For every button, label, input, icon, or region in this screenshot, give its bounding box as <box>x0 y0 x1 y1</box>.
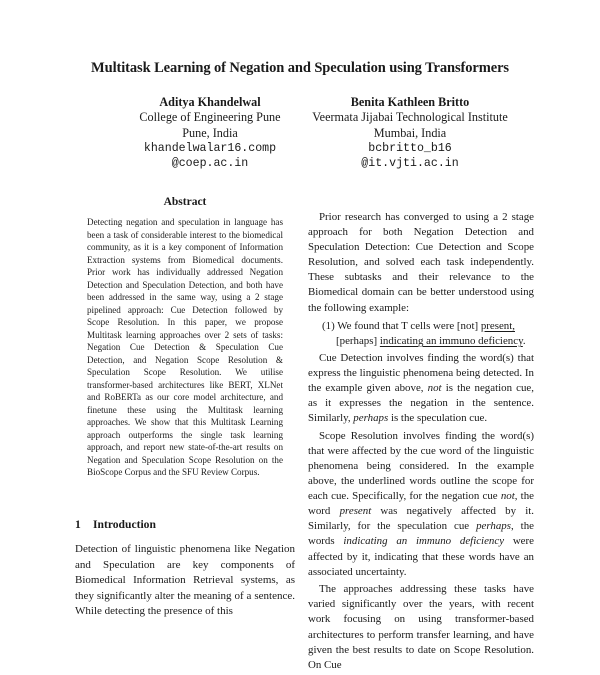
example-scope-speculation: indicating an immuno deficiency <box>379 334 523 347</box>
paragraph-cue-detection <box>308 351 534 426</box>
author-block-2 <box>290 95 530 171</box>
author-location: Mumbai, India <box>373 125 447 140</box>
cue-word: not <box>500 490 515 503</box>
text-run: is the speculation cue. <box>390 412 488 425</box>
abstract-heading: Abstract <box>163 196 207 208</box>
example-scope-negation: present, <box>480 319 515 332</box>
text-run: Scope Resolution involves finding the word(s) that were affected by the cue word of the linguistic phenomena being considered. In the example above, the underlined words outline the scope for each cue. Specifically, for the negation cue <box>308 429 534 503</box>
text-run: is the negation cue, as it expresses the negation in the sentence. Similarly, <box>308 382 534 425</box>
author-email-line2: @it.vjti.ac.in <box>361 157 459 171</box>
paper-title: Multitask Learning of Negation and Speculation using Transformers <box>91 60 509 76</box>
scope-word: present <box>339 505 372 518</box>
author-affiliation: College of Engineering Pune <box>139 110 281 125</box>
paragraph-approaches: The approaches addressing these tasks have varied significantly over the years, with recent work focusing on using transformer-based architectures to perform transfer learning, and have given the best results to date on Scope Resolution. On Cue <box>308 583 534 671</box>
author-email-line1: bcbritto_b16 <box>368 141 452 155</box>
author-name: Benita Kathleen Britto <box>350 95 470 109</box>
author-name: Aditya Khandelwal <box>159 95 261 109</box>
text-run: was negatively affected by it. Similarly, for the speculation cue <box>308 505 534 533</box>
text-run: Cue Detection involves finding the word(s) that express the linguistic phenomena being detected. In the example given above, <box>308 351 534 395</box>
example-part: [perhaps] <box>336 334 378 347</box>
example-label: (1) <box>322 319 335 332</box>
text-run: , the words <box>308 520 534 548</box>
example-part: We found that T cells were [not] <box>337 319 479 332</box>
scope-word: indicating an immuno deficiency <box>343 535 505 548</box>
author-email-line1: khandelwalar16.comp <box>143 141 277 155</box>
text-run: , the word <box>308 490 534 518</box>
section-heading <box>75 518 156 531</box>
abstract-text: Detecting negation and speculation in language has been a task of considerable interest to the biomedical community, as it is a key component of Information Extraction systems from Biomedical documents. Prior work has individually addressed Negation Detection and Speculation Detection, and both have been addressed in the same way, using a 2 stage pipelined approach: Cue Detection followed by Scope Resolution. In this paper, we propose Multitask learning approaches over 2 sets of tasks: Negation Cue Detection & Speculation Cue Detection, and Negation Scope Resolution & Speculation Scope Resolution. We utilise transformer-based architectures like BERT, XLNet and RoBERTa as our core model architecture, and finetune these using the Multitask learning approaches. We show that this Multitask Learning approach outperforms the single task learning approach, and report new state-of-the-art results on Negation and Speculation Scope Resolution on the BioScope Corpus and the SFU Review Corpus. <box>87 217 283 477</box>
text-run: were affected by it, indicating that these words have an associated uncertainty. <box>308 535 534 578</box>
author-email-line2: @coep.ac.in <box>171 157 249 171</box>
example-period: . <box>522 334 526 347</box>
section-title: Introduction <box>93 518 156 531</box>
author-location: Pune, India <box>182 125 238 140</box>
example-sentence <box>308 319 534 349</box>
section-number: 1 <box>75 518 81 531</box>
cue-word: not <box>427 382 442 395</box>
right-column <box>308 210 534 675</box>
cue-word: perhaps <box>476 520 511 533</box>
intro-text: Detection of linguistic phenomena like Negation and Speculation are key components of Biomedical Information Retrieval systems, as they significantly alter the meaning of a sentence. While detecting the presence of this <box>75 543 295 617</box>
example-line2 <box>322 334 534 349</box>
paragraph-prior-research: Prior research has converged to using a 2 stage approach for both Negation Detection and Speculation Detection: Cue Detection and Scope Resolution, and solved each task independently. These subtasks and their relevance to the Biomedical domain can be better understood using the following example: <box>308 211 534 314</box>
cue-word: perhaps <box>353 412 389 425</box>
paragraph-scope-resolution <box>308 429 534 580</box>
author-affiliation: Veermata Jijabai Technological Institute <box>312 110 508 125</box>
